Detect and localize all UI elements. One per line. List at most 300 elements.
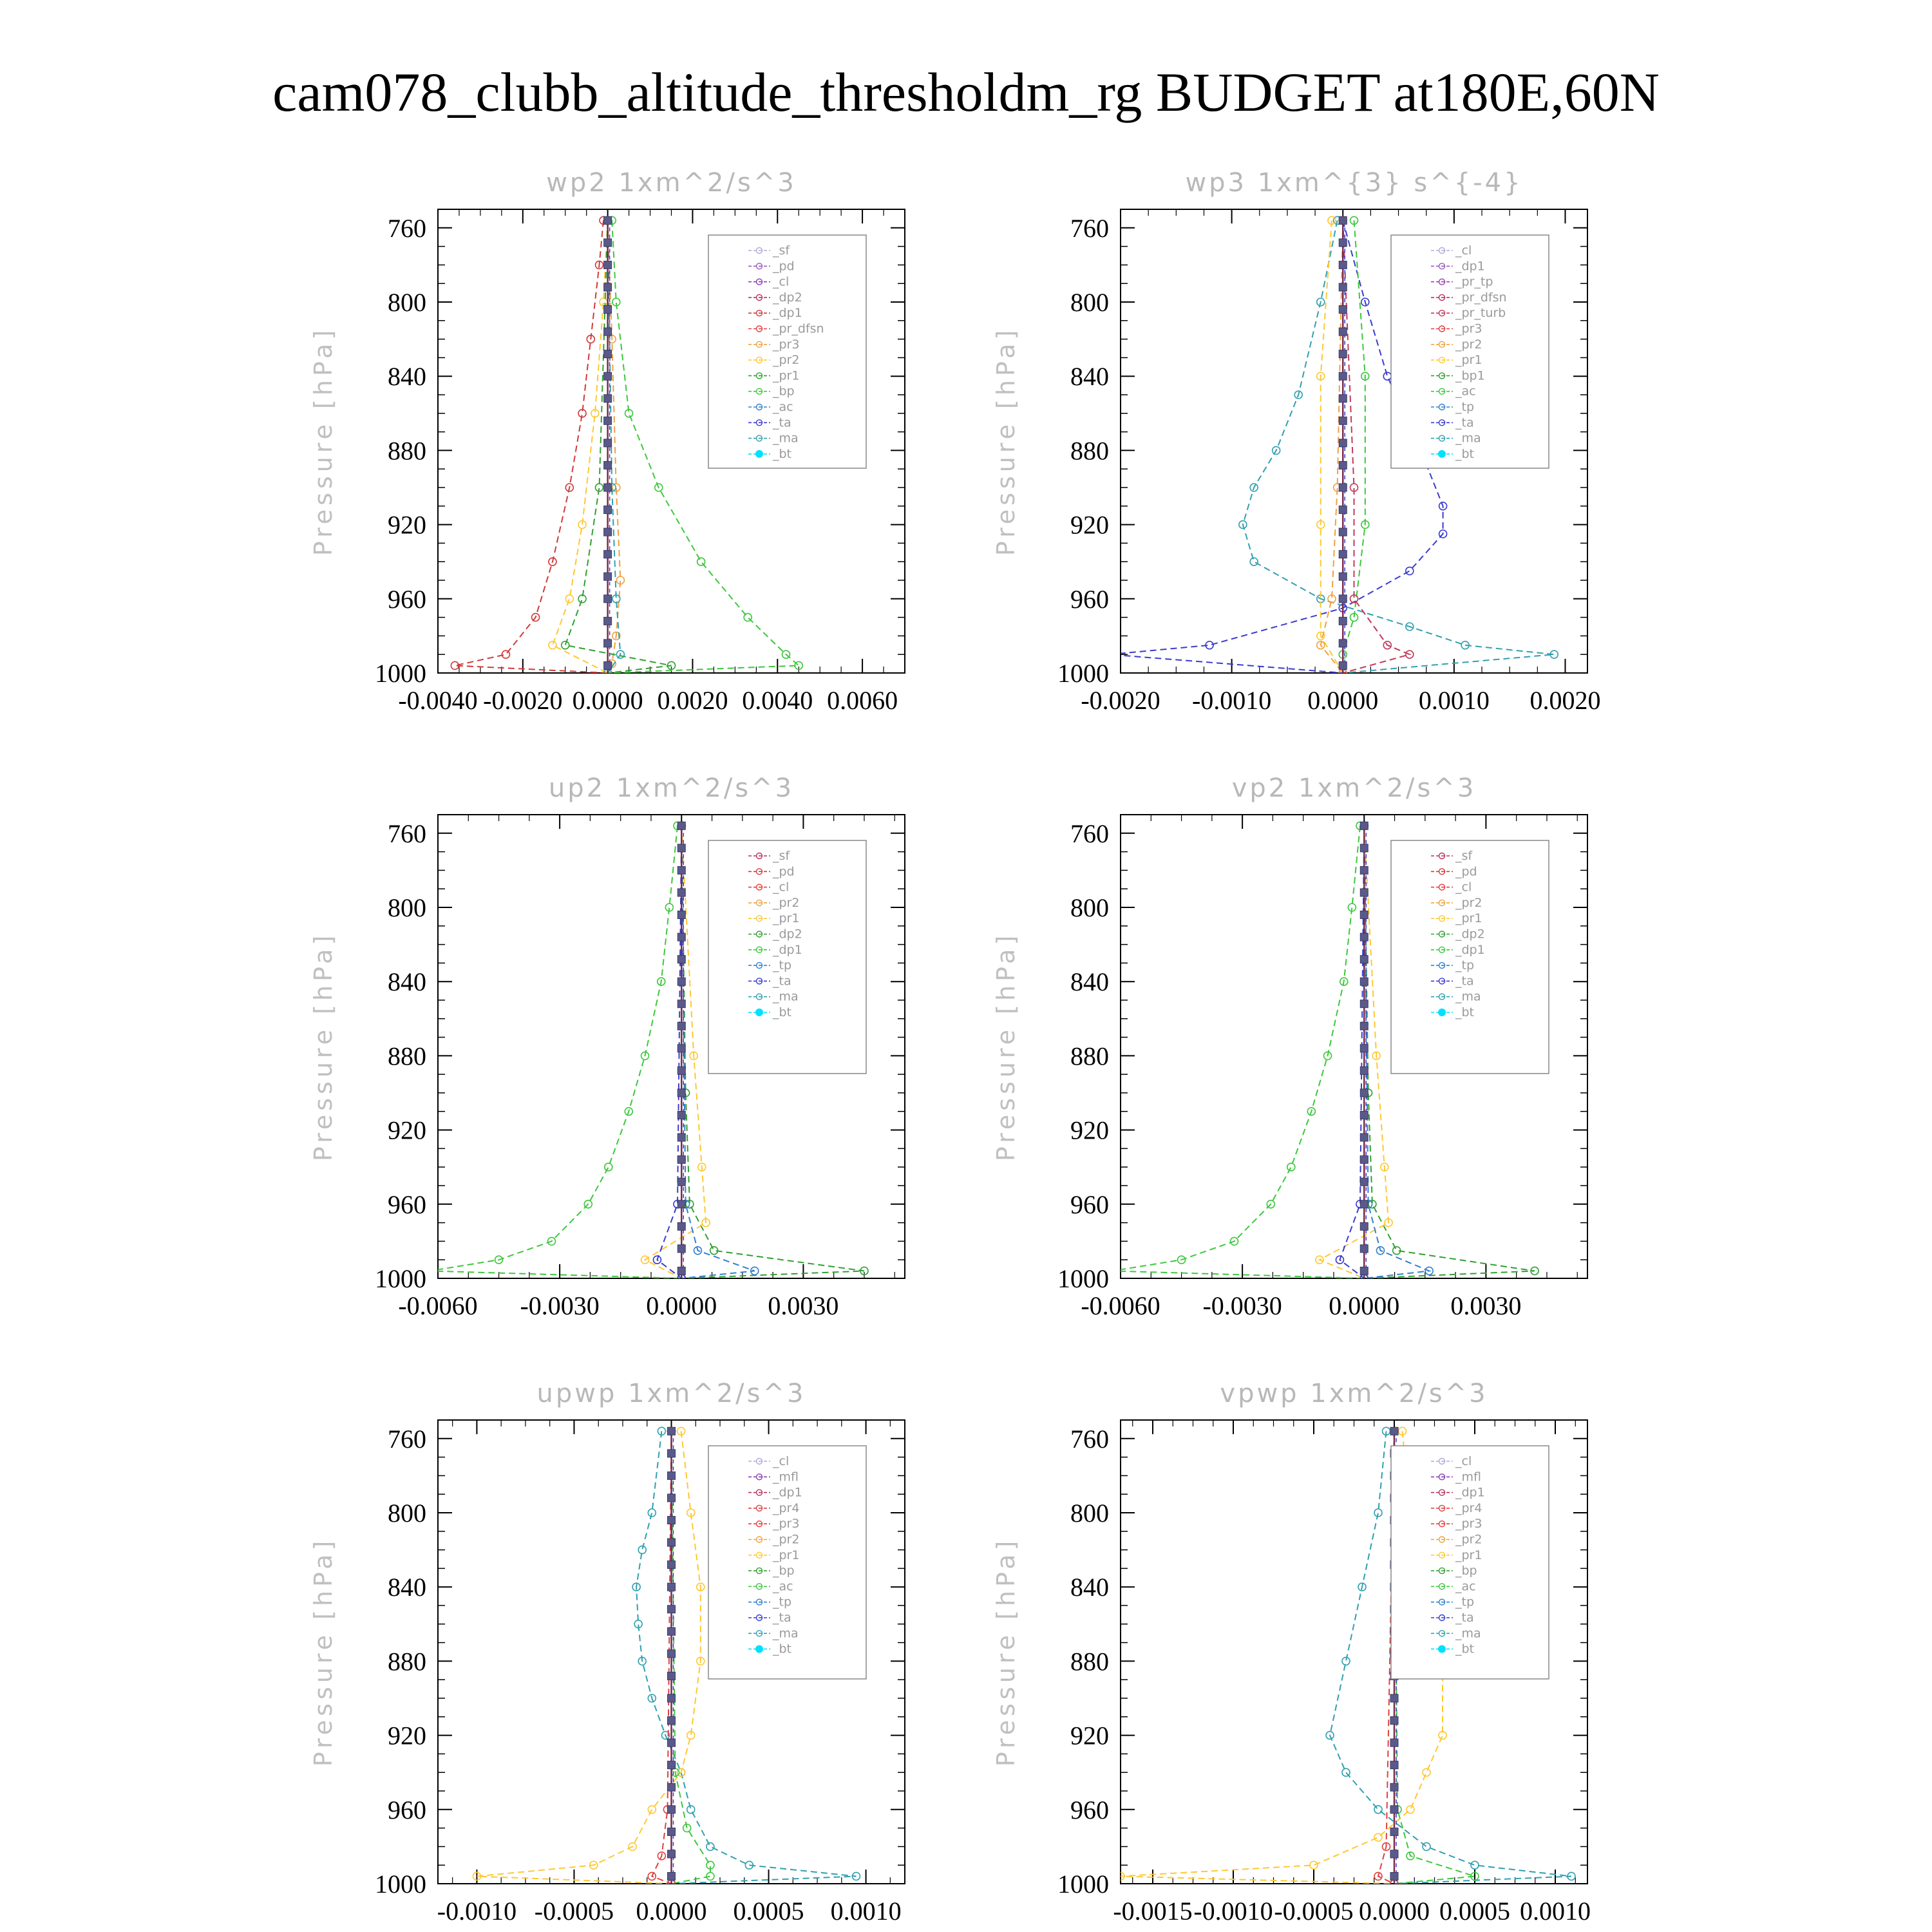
legend-label: _bt: [773, 1642, 792, 1656]
legend-label: _pr2: [773, 353, 800, 368]
x-tick-label: 0.0010: [1418, 686, 1490, 715]
data-point: [1383, 372, 1391, 380]
legend-label: _bp: [773, 384, 795, 399]
legend-label: _pr2: [1455, 337, 1482, 352]
legend-label: _pd: [773, 259, 795, 274]
legend-label: _bt: [1455, 446, 1475, 461]
x-tick-label: 0.0005: [1439, 1897, 1510, 1926]
zero-profile-marker: [1339, 239, 1347, 247]
x-tick-label: 0.0020: [657, 686, 728, 715]
legend-label: _dp2: [1455, 927, 1485, 942]
zero-profile-marker: [677, 1178, 685, 1186]
panel-title: upwp 1xm^2/s^3: [536, 1379, 806, 1408]
legend-label: _pr_turb: [1455, 306, 1506, 321]
legend-label: _dp1: [1455, 942, 1485, 957]
x-tick-label: -0.0010: [437, 1897, 517, 1926]
zero-profile-marker: [677, 1089, 685, 1097]
zero-profile-marker: [1339, 461, 1347, 469]
zero-profile-marker: [677, 1022, 685, 1030]
panel-vpwp: [992, 1379, 1591, 1926]
legend-label: _tp: [1455, 400, 1475, 414]
legend-label: _pr1: [773, 368, 800, 383]
zero-profile-marker: [677, 956, 685, 963]
zero-profile-marker: [1390, 1717, 1398, 1725]
y-tick-label: 920: [388, 1721, 426, 1750]
zero-profile-marker: [1360, 1000, 1368, 1008]
legend-label: _pr1: [773, 911, 800, 926]
y-tick-label: 800: [388, 893, 426, 922]
panels: [309, 168, 1600, 1926]
legend-label: _ta: [1455, 974, 1474, 989]
legend-label: _bp1: [1455, 368, 1485, 383]
y-tick-label: 960: [388, 1795, 426, 1824]
x-tick-label: 0.0000: [1329, 1291, 1400, 1320]
legend-label: _pr1: [773, 1548, 800, 1562]
zero-profile-marker: [1339, 283, 1347, 291]
x-tick-label: 0.0000: [636, 1897, 707, 1926]
y-tick-label: 1000: [375, 659, 426, 688]
x-tick-label: 0.0000: [572, 686, 643, 715]
x-tick-label: 0.0010: [830, 1897, 902, 1926]
panel-title: wp3 1xm^{3} s^{-4}: [1185, 168, 1523, 198]
legend-label: _pr2: [1455, 1532, 1482, 1547]
data-point: [1374, 1806, 1382, 1814]
y-tick-label: 760: [1070, 819, 1109, 848]
legend-label: _tp: [773, 958, 792, 973]
zero-profile-marker: [668, 1650, 676, 1658]
legend-label: _cl: [1455, 880, 1472, 895]
zero-profile-marker: [677, 1200, 685, 1208]
zero-profile-marker: [677, 1267, 685, 1274]
legend-label: _dp1: [773, 306, 802, 321]
data-point: [605, 1163, 612, 1171]
y-tick-label: 840: [1070, 967, 1109, 997]
data-point: [1287, 1163, 1295, 1171]
zero-profile-marker: [1339, 639, 1347, 647]
zero-profile-marker: [677, 978, 685, 985]
data-point: [1439, 1732, 1446, 1739]
zero-profile-marker: [677, 1133, 685, 1141]
legend-label: _bt: [1455, 1005, 1475, 1019]
legend-label: _ta: [773, 415, 791, 430]
zero-profile-marker: [1339, 328, 1347, 336]
zero-profile-marker: [1339, 484, 1347, 491]
legend-swatch-marker: [755, 1645, 763, 1653]
x-tick-label: 0.0000: [1359, 1897, 1430, 1926]
zero-profile-marker: [1360, 933, 1368, 941]
legend-label: _dp1: [773, 1485, 802, 1500]
data-point: [697, 558, 705, 565]
y-tick-label: 840: [1070, 362, 1109, 392]
zero-profile-marker: [604, 306, 612, 314]
zero-profile-marker: [604, 528, 612, 536]
legend-label: _ac: [773, 1579, 793, 1594]
zero-profile-marker: [668, 1494, 676, 1502]
legend-label: _pr4: [1455, 1501, 1482, 1515]
data-point: [1108, 1267, 1116, 1274]
x-tick-label: 0.0040: [742, 686, 813, 715]
zero-profile-marker: [1339, 395, 1347, 402]
y-tick-label: 880: [388, 436, 426, 466]
zero-profile-marker: [677, 822, 685, 829]
y-tick-label: 840: [388, 362, 426, 392]
legend-label: _pd: [773, 864, 795, 879]
y-axis-label: Pressure [hPa]: [992, 1537, 1020, 1767]
zero-profile-marker: [604, 328, 612, 336]
zero-profile-marker: [1360, 1178, 1368, 1186]
legend-label: _pr4: [773, 1501, 800, 1515]
x-tick-label: 0.0030: [768, 1291, 839, 1320]
zero-profile-marker: [1360, 956, 1368, 963]
zero-profile-marker: [668, 1717, 676, 1725]
zero-profile-marker: [668, 1783, 676, 1791]
zero-profile-marker: [668, 1517, 676, 1524]
zero-profile-marker: [1390, 1694, 1398, 1702]
x-tick-label: -0.0005: [1274, 1897, 1354, 1926]
legend-swatch-marker: [755, 1009, 763, 1016]
legend-swatch-marker: [755, 450, 763, 458]
zero-profile-marker: [604, 439, 612, 447]
legend-label: _bp: [1455, 1564, 1477, 1578]
legend-label: _ac: [1455, 1579, 1476, 1594]
zero-profile-marker: [668, 1583, 676, 1591]
legend-label: _cl: [773, 880, 790, 895]
legend-label: _pr2: [773, 895, 800, 910]
zero-profile-marker: [1360, 1156, 1368, 1164]
zero-profile-marker: [604, 617, 612, 625]
data-point: [549, 641, 556, 649]
x-tick-label: -0.0040: [398, 686, 478, 715]
zero-profile-marker: [604, 283, 612, 291]
zero-profile-marker: [1390, 1828, 1398, 1835]
zero-profile-marker: [1360, 822, 1368, 829]
panel-vp2: [992, 773, 1587, 1320]
zero-profile-marker: [677, 1156, 685, 1164]
legend-label: _pr_tp: [1455, 274, 1493, 289]
legend-label: _ta: [773, 974, 791, 989]
legend-label: _bt: [773, 1005, 792, 1019]
y-tick-label: 760: [388, 1424, 426, 1454]
x-tick-label: 0.0020: [1530, 686, 1601, 715]
x-tick-label: -0.0010: [1193, 1897, 1273, 1926]
data-point: [687, 1806, 695, 1814]
panel-wp3: [992, 168, 1600, 715]
zero-profile-marker: [668, 1806, 676, 1814]
legend-label: _bt: [1455, 1642, 1475, 1656]
zero-profile-marker: [677, 911, 685, 919]
zero-profile-marker: [604, 461, 612, 469]
legend-label: _ma: [773, 1626, 799, 1641]
zero-profile-marker: [1360, 1222, 1368, 1230]
zero-profile-marker: [677, 1045, 685, 1052]
legend-swatch-marker: [1438, 1009, 1446, 1016]
legend-label: _pr_dfsn: [1455, 290, 1507, 305]
y-tick-label: 760: [388, 819, 426, 848]
zero-profile-marker: [604, 417, 612, 424]
legend-label: _sf: [773, 849, 790, 863]
legend-label: _pr2: [773, 1532, 800, 1547]
x-tick-label: 0.0005: [733, 1897, 804, 1926]
y-tick-label: 800: [388, 288, 426, 317]
legend-label: _tp: [773, 1595, 792, 1609]
legend-label: _cl: [773, 1454, 790, 1468]
data-point: [1106, 650, 1113, 658]
series-line: [672, 1431, 710, 1884]
y-tick-label: 960: [1070, 1189, 1109, 1219]
zero-profile-marker: [1339, 551, 1347, 558]
legend-swatch-marker: [1438, 450, 1446, 458]
zero-profile-marker: [668, 1850, 676, 1858]
y-tick-label: 920: [388, 1115, 426, 1145]
zero-profile-marker: [1339, 528, 1347, 536]
legend-label: _pd: [1455, 864, 1477, 879]
y-axis-label: Pressure [hPa]: [992, 931, 1020, 1162]
legend-label: _pr2: [1455, 895, 1482, 910]
zero-profile-marker: [604, 484, 612, 491]
legend-label: _ac: [1455, 384, 1476, 399]
zero-profile-marker: [677, 1112, 685, 1119]
legend-label: _dp1: [1455, 1485, 1485, 1500]
zero-profile-marker: [604, 661, 612, 669]
zero-profile-marker: [1339, 372, 1347, 380]
x-tick-label: -0.0060: [1081, 1291, 1160, 1320]
x-tick-label: -0.0060: [398, 1291, 478, 1320]
legend-label: _ma: [773, 431, 799, 446]
zero-profile-marker: [668, 1450, 676, 1457]
zero-profile-marker: [1360, 1200, 1368, 1208]
zero-profile-marker: [1339, 439, 1347, 447]
y-tick-label: 760: [1070, 1424, 1109, 1454]
x-tick-label: 0.0060: [827, 686, 898, 715]
zero-profile-marker: [1339, 417, 1347, 424]
zero-profile-marker: [1390, 1806, 1398, 1814]
y-tick-label: 960: [388, 584, 426, 614]
y-axis-label: Pressure [hPa]: [309, 326, 337, 556]
data-point: [638, 1546, 646, 1554]
legend-label: _pr1: [1455, 353, 1482, 368]
zero-profile-marker: [1339, 595, 1347, 603]
data-point: [1471, 1861, 1479, 1869]
main-title: cam078_clubb_altitude_thresholdm_rg BUDGET at180E,60N: [272, 61, 1660, 123]
data-point: [565, 595, 573, 603]
zero-profile-marker: [677, 1000, 685, 1008]
zero-profile-marker: [1360, 844, 1368, 852]
legend-label: _ma: [1455, 1626, 1481, 1641]
zero-profile-marker: [1339, 573, 1347, 580]
zero-profile-marker: [677, 844, 685, 852]
zero-profile-marker: [677, 1066, 685, 1074]
zero-profile-marker: [668, 1605, 676, 1613]
data-point: [1406, 567, 1414, 575]
panel-title: up2 1xm^2/s^3: [548, 773, 795, 803]
zero-profile-marker: [1390, 1783, 1398, 1791]
zero-profile-marker: [1360, 1089, 1368, 1097]
y-axis-label: Pressure [hPa]: [992, 326, 1020, 556]
panel-title: wp2 1xm^2/s^3: [546, 168, 797, 198]
zero-profile-marker: [668, 1627, 676, 1635]
data-point: [426, 1267, 433, 1274]
data-point: [744, 614, 752, 621]
zero-profile-marker: [1339, 261, 1347, 269]
x-tick-label: -0.0015: [1113, 1897, 1193, 1926]
y-tick-label: 920: [1070, 1115, 1109, 1145]
zero-profile-marker: [1390, 1739, 1398, 1747]
zero-profile-marker: [1339, 661, 1347, 669]
zero-profile-marker: [668, 1828, 676, 1835]
data-point: [648, 1509, 656, 1517]
data-point: [1423, 1768, 1430, 1776]
zero-profile-marker: [1360, 1045, 1368, 1052]
y-axis-label: Pressure [hPa]: [309, 1537, 337, 1767]
y-tick-label: 840: [388, 967, 426, 997]
y-tick-label: 760: [388, 213, 426, 243]
zero-profile-marker: [668, 1761, 676, 1769]
zero-profile-marker: [668, 1739, 676, 1747]
zero-profile-marker: [1360, 1022, 1368, 1030]
zero-profile-marker: [604, 506, 612, 514]
legend-label: _pr3: [773, 337, 800, 352]
legend-label: _ta: [773, 1611, 791, 1625]
zero-profile-marker: [1360, 978, 1368, 985]
zero-profile-marker: [668, 1539, 676, 1546]
zero-profile-marker: [677, 1222, 685, 1230]
y-tick-label: 920: [1070, 1721, 1109, 1750]
y-tick-label: 880: [1070, 436, 1109, 466]
zero-profile-marker: [604, 261, 612, 269]
x-tick-label: 0.0010: [1520, 1897, 1591, 1926]
y-tick-label: 1000: [1057, 1264, 1109, 1293]
data-point: [1406, 1806, 1414, 1814]
y-tick-label: 880: [1070, 1647, 1109, 1676]
data-point: [1250, 558, 1258, 565]
zero-profile-marker: [1390, 1761, 1398, 1769]
series-line: [455, 220, 607, 673]
y-tick-label: 800: [1070, 1499, 1109, 1528]
legend-label: _bp: [773, 1564, 795, 1578]
y-tick-label: 880: [388, 1041, 426, 1071]
y-tick-label: 760: [1070, 213, 1109, 243]
legend-label: _cl: [1455, 1454, 1472, 1468]
y-tick-label: 920: [1070, 510, 1109, 540]
zero-profile-marker: [668, 1561, 676, 1569]
y-tick-label: 840: [388, 1573, 426, 1602]
legend-label: _sf: [1455, 849, 1473, 863]
zero-profile-marker: [677, 1245, 685, 1253]
legend-label: _ma: [1455, 431, 1481, 446]
zero-profile-marker: [604, 573, 612, 580]
zero-profile-marker: [1360, 866, 1368, 874]
legend-label: _pr1: [1455, 911, 1482, 926]
legend-swatch-marker: [1438, 1645, 1446, 1653]
x-tick-label: 0.0030: [1450, 1291, 1522, 1320]
zero-profile-marker: [1390, 1850, 1398, 1858]
y-tick-label: 840: [1070, 1573, 1109, 1602]
panel-wp2: [309, 168, 905, 715]
y-tick-label: 1000: [375, 1264, 426, 1293]
legend-label: _bt: [773, 446, 792, 461]
zero-profile-marker: [1339, 216, 1347, 224]
legend-label: _cl: [773, 274, 790, 289]
y-tick-label: 1000: [1057, 1870, 1109, 1899]
x-tick-label: -0.0020: [1081, 686, 1160, 715]
zero-profile-marker: [677, 866, 685, 874]
x-tick-label: -0.0030: [1202, 1291, 1282, 1320]
legend-label: _dp2: [773, 927, 802, 942]
y-tick-label: 880: [1070, 1041, 1109, 1071]
data-point: [1310, 1861, 1318, 1869]
zero-profile-marker: [1360, 911, 1368, 919]
y-tick-label: 960: [1070, 1795, 1109, 1824]
y-tick-label: 880: [388, 1647, 426, 1676]
legend-label: _sf: [773, 243, 790, 258]
zero-profile-marker: [668, 1672, 676, 1680]
legend-label: _ma: [773, 989, 799, 1004]
zero-profile-marker: [604, 595, 612, 603]
x-tick-label: 0.0000: [1307, 686, 1379, 715]
legend-label: _dp2: [773, 290, 802, 305]
panel-up2: [309, 773, 905, 1320]
panel-title: vp2 1xm^2/s^3: [1231, 773, 1477, 803]
zero-profile-marker: [604, 350, 612, 358]
zero-profile-marker: [668, 1427, 676, 1435]
zero-profile-marker: [1360, 889, 1368, 896]
data-point: [562, 641, 569, 649]
zero-profile-marker: [668, 1472, 676, 1479]
zero-profile-marker: [604, 216, 612, 224]
zero-profile-marker: [604, 372, 612, 380]
data-point: [1423, 1842, 1430, 1850]
data-point: [1342, 1768, 1350, 1776]
zero-profile-marker: [604, 639, 612, 647]
legend-label: _pr3: [773, 1517, 800, 1531]
y-tick-label: 920: [388, 510, 426, 540]
x-tick-label: 0.0000: [646, 1291, 717, 1320]
legend-label: _tp: [1455, 1595, 1475, 1609]
legend-label: _ta: [1455, 415, 1474, 430]
y-tick-label: 800: [1070, 893, 1109, 922]
legend-label: _pr3: [1455, 1517, 1482, 1531]
zero-profile-marker: [1339, 617, 1347, 625]
legend-label: _cl: [1455, 243, 1472, 258]
zero-profile-marker: [668, 1872, 676, 1880]
y-tick-label: 800: [1070, 288, 1109, 317]
x-tick-label: -0.0005: [534, 1897, 614, 1926]
y-tick-label: 800: [388, 1499, 426, 1528]
legend-label: _dp1: [1455, 259, 1485, 274]
zero-profile-marker: [677, 889, 685, 896]
panel-upwp: [309, 1379, 905, 1926]
legend-label: _ma: [1455, 989, 1481, 1004]
y-axis-label: Pressure [hPa]: [309, 931, 337, 1162]
y-tick-label: 1000: [375, 1870, 426, 1899]
y-tick-label: 1000: [1057, 659, 1109, 688]
legend-label: _pr1: [1455, 1548, 1482, 1562]
legend-label: _tp: [1455, 958, 1475, 973]
legend-label: _ac: [773, 400, 793, 414]
zero-profile-marker: [668, 1694, 676, 1702]
legend-label: _mfl: [773, 1470, 799, 1484]
x-tick-label: -0.0030: [520, 1291, 600, 1320]
y-tick-label: 960: [388, 1189, 426, 1219]
data-point: [648, 1806, 656, 1814]
data-point: [706, 1842, 714, 1850]
zero-profile-marker: [1360, 1066, 1368, 1074]
zero-profile-marker: [1360, 1267, 1368, 1274]
zero-profile-marker: [1390, 1872, 1398, 1880]
x-tick-label: -0.0010: [1191, 686, 1272, 715]
zero-profile-marker: [604, 395, 612, 402]
zero-profile-marker: [1339, 506, 1347, 514]
